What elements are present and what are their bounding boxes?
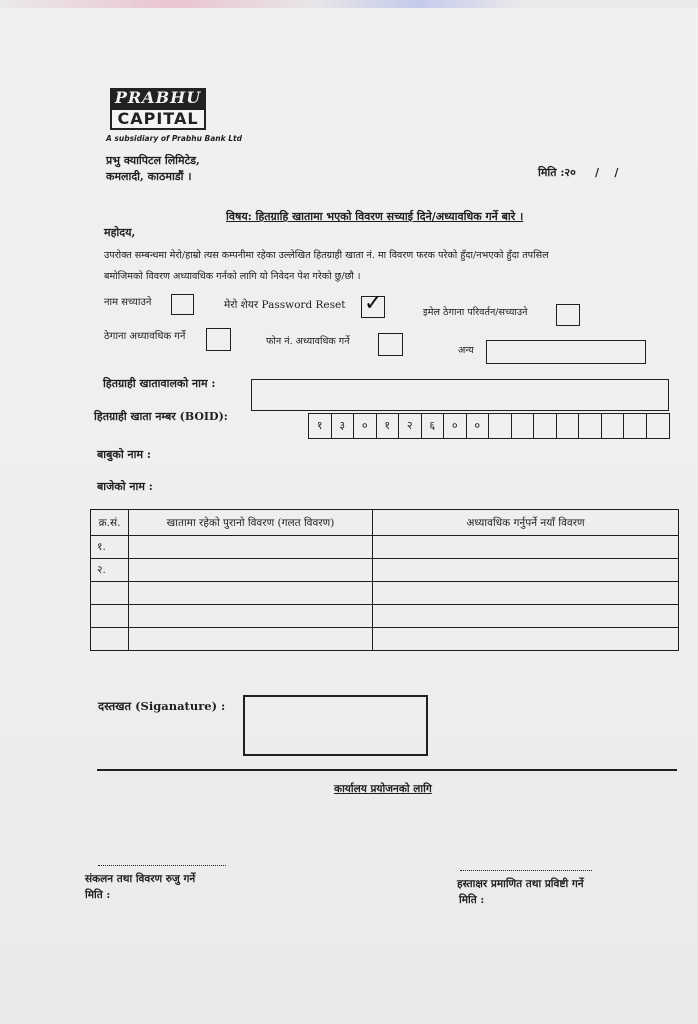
boid-digit[interactable]	[602, 414, 625, 438]
boid-digit[interactable]: ६	[422, 414, 445, 438]
option-other-label: अन्य	[458, 345, 474, 356]
boid-digit[interactable]: ०	[444, 414, 467, 438]
option-name-correct-checkbox[interactable]	[171, 294, 194, 315]
table-cell-old[interactable]	[129, 628, 373, 651]
table-cell-old[interactable]	[129, 559, 373, 582]
table-cell-old[interactable]	[129, 605, 373, 628]
table-cell-new[interactable]	[373, 605, 679, 628]
boid-digit[interactable]: १	[309, 414, 332, 438]
details-table	[90, 509, 679, 651]
body-paragraph-line-1: उपरोक्त सम्बन्धमा मेरो/हाम्रो त्यस कम्पनीमा रहेका उल्लेखित हितग्राही खाता नं. मा विवरण फरक परेको हुँदा/नभएको हुँदा तपसिल	[104, 250, 549, 261]
salutation: महोदय,	[104, 226, 136, 239]
body-paragraph-line-2: बमोजिमको विवरण अध्यावधिक गर्नको लागि यो निवेदन पेश गरेको छु/छौ ।	[104, 271, 361, 282]
table-cell-new[interactable]	[373, 628, 679, 651]
option-address-update-checkbox[interactable]	[206, 328, 231, 351]
boid-digit[interactable]: ०	[354, 414, 377, 438]
boid-digit[interactable]	[512, 414, 535, 438]
table-cell-new[interactable]	[373, 536, 679, 559]
footer-left-date[interactable]: मिति :	[85, 889, 111, 901]
company-address: कमलादी, काठमाडौं ।	[106, 170, 192, 183]
table-cell-sn	[91, 582, 129, 605]
scan-edge	[0, 0, 698, 8]
table-cell-sn	[91, 605, 129, 628]
divider-line	[97, 769, 677, 771]
option-phone-update-checkbox[interactable]	[378, 333, 403, 356]
option-password-reset-checkbox[interactable]	[361, 291, 385, 318]
table-cell-old[interactable]	[129, 582, 373, 605]
boid-digit[interactable]	[579, 414, 602, 438]
footer-right-dotted-line	[460, 869, 592, 871]
boid-digit[interactable]	[489, 414, 512, 438]
footer-right-title: हस्ताक्षर प्रमाणित तथा प्रविष्टी गर्ने	[457, 878, 584, 890]
boid-digit[interactable]: २	[399, 414, 422, 438]
table-cell-new[interactable]	[373, 559, 679, 582]
grandfather-name-label: बाजेको नाम :	[97, 480, 153, 493]
option-address-update-label: ठेगाना अध्यावधिक गर्ने	[104, 331, 186, 342]
logo-capital: CAPITAL	[110, 108, 206, 130]
subject-line: विषय: हितग्राहि खातामा भएको विवरण सच्याई दिने/अध्यावधिक गर्ने बारे ।	[226, 210, 524, 223]
table-row	[91, 628, 679, 651]
option-password-reset-label: मेरो शेयर Password Reset	[224, 299, 346, 311]
table-header-sn: क्र.सं.	[91, 510, 129, 536]
logo-prabhu: PRABHU	[110, 88, 206, 108]
table-cell-sn: १.	[91, 536, 129, 559]
boid-digit[interactable]	[624, 414, 647, 438]
option-email-change-label: इमेल ठेगाना परिवर्तन/सच्याउने	[423, 307, 528, 318]
father-name-label: बाबुको नाम :	[97, 448, 151, 461]
table-cell-new[interactable]	[373, 582, 679, 605]
option-phone-update-label: फोन नं. अध्यावधिक गर्ने	[266, 336, 350, 347]
table-cell-old[interactable]	[129, 536, 373, 559]
boid-digit[interactable]: ०	[467, 414, 490, 438]
table-row	[91, 536, 679, 559]
company-name: प्रभु क्यापिटल लिमिटेड,	[106, 154, 200, 167]
company-logo	[110, 88, 206, 132]
table-cell-sn	[91, 628, 129, 651]
option-email-change-checkbox[interactable]	[556, 304, 580, 326]
footer-left-dotted-line	[98, 864, 226, 866]
footer-right-date[interactable]: मिति :	[459, 894, 485, 906]
boid-digit[interactable]: १	[377, 414, 400, 438]
boid-input[interactable]	[308, 413, 670, 439]
office-use-heading: कार्यालय प्रयोजनको लागि	[334, 783, 432, 795]
boid-digit[interactable]	[534, 414, 557, 438]
boid-digit[interactable]	[557, 414, 580, 438]
table-header-old-detail: खातामा रहेको पुरानो विवरण (गलत विवरण)	[129, 510, 373, 536]
footer-left-title: संकलन तथा विवरण रुजु गर्ने	[85, 873, 196, 885]
logo-subsidiary-text: A subsidiary of Prabhu Bank Ltd	[106, 134, 242, 143]
boid-digit[interactable]	[647, 414, 670, 438]
table-row	[91, 605, 679, 628]
table-row	[91, 582, 679, 605]
table-header-new-detail: अध्यावधिक गर्नुपर्ने नयाँ विवरण	[373, 510, 679, 536]
table-row	[91, 559, 679, 582]
date-field[interactable]: मिति :२० / /	[538, 166, 619, 179]
signature-box[interactable]	[243, 695, 428, 756]
signature-label: दस्तखत (Siganature) :	[98, 699, 226, 713]
option-name-correct-label: नाम सच्याउने	[104, 297, 152, 308]
account-holder-input[interactable]	[251, 379, 669, 411]
table-cell-sn: २.	[91, 559, 129, 582]
checkmark-icon: ✓	[364, 291, 383, 316]
boid-digit[interactable]: ३	[332, 414, 355, 438]
table-header-row	[91, 510, 679, 536]
boid-label: हितग्राही खाता नम्बर (BOID):	[94, 410, 228, 423]
account-holder-label: हितग्राही खातावालको नाम :	[103, 377, 216, 390]
option-other-input[interactable]	[486, 340, 646, 364]
